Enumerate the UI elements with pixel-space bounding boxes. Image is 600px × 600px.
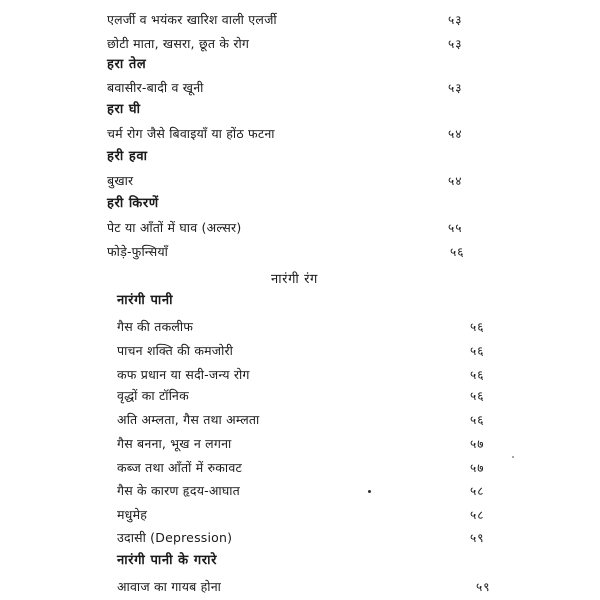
subheading (0, 194, 600, 214)
toc-entry (0, 434, 600, 454)
toc-entry (0, 528, 600, 548)
toc-entry (0, 317, 600, 337)
entry-title: चर्म रोग जैसे बिवाइयाँ या होंठ फटना (107, 126, 275, 141)
entry-title: गैस बनना, भूख न लगना (117, 436, 232, 451)
page-number: ५६ (470, 368, 485, 382)
toc-entry (0, 458, 600, 478)
entry-title: गैस के कारण हृदय-आघात (117, 483, 240, 498)
toc-entry (0, 410, 600, 430)
page-number: ५८ (470, 484, 485, 498)
page-number: ५६ (470, 320, 485, 334)
ink-speck (368, 490, 371, 493)
page-number: ५६ (470, 413, 485, 427)
subheading (0, 291, 600, 311)
entry-title: एलर्जी व भयंकर खारिश वाली एलर्जी (107, 12, 277, 27)
subheading-text: हरी हवा (107, 149, 148, 164)
subheading (0, 55, 600, 75)
entry-title: वृद्धों का टॉनिक (117, 388, 189, 403)
toc-entry (0, 365, 600, 385)
section-title-text: नारंगी रंग (271, 272, 318, 287)
page-number: ५६ (470, 389, 485, 403)
page-number: ५४ (448, 127, 463, 141)
entry-title: उदासी (Depression) (117, 530, 233, 545)
section-title (0, 270, 600, 290)
entry-title: मधुमेह (117, 507, 148, 522)
subheading-text: नारंगी पानी के गरारे (117, 553, 217, 568)
entry-title: बवासीर-बादी व खूनी (107, 80, 204, 95)
entry-title: छोटी माता, खसरा, छूत के रोग (107, 36, 250, 51)
subheading-text: हरा तेल (107, 57, 147, 72)
toc-entry (0, 218, 600, 238)
entry-title: पाचन शक्ति की कमजोरी (117, 343, 234, 358)
subheading (0, 147, 600, 167)
subheading-text: हरा घी (107, 102, 141, 117)
page-number: ५९ (470, 531, 485, 545)
page-number: ५३ (448, 37, 463, 51)
ink-speck (512, 456, 514, 458)
subheading-text: नारंगी पानी (117, 293, 174, 308)
page-number: ५९ (476, 580, 491, 594)
toc-entry (0, 10, 600, 30)
page-number: ५६ (470, 344, 485, 358)
toc-entry (0, 341, 600, 361)
entry-title: फोड़े-फुन्सियाँ (107, 244, 169, 259)
page-number: ५३ (448, 81, 463, 95)
entry-title: कब्ज तथा आँतों में रुकावट (117, 460, 242, 475)
entry-title: बुखार (107, 173, 134, 188)
page-number: ५४ (448, 174, 463, 188)
entry-title: कफ प्रधान या सदी-जन्य रोग (117, 367, 250, 382)
page-number: ५७ (470, 461, 485, 475)
entry-title: पेट या आँतों में घाव (अल्सर) (107, 220, 242, 235)
toc-entry (0, 78, 600, 98)
toc-entry (0, 242, 600, 262)
page-number: ५५ (448, 221, 463, 235)
entry-title: आवाज का गायब होना (117, 579, 222, 594)
toc-entry (0, 481, 600, 501)
entry-title: अति अम्लता, गैस तथा अम्लता (117, 412, 260, 427)
toc-entry (0, 124, 600, 144)
subheading (0, 100, 600, 120)
toc-entry (0, 34, 600, 54)
subheading (0, 551, 600, 571)
entry-title: गैस की तकलीफ (117, 319, 194, 334)
page-number: ५६ (450, 245, 465, 259)
subheading-text: हरी किरणें (107, 196, 159, 211)
toc-entry (0, 577, 600, 597)
toc-entry (0, 386, 600, 406)
page-number: ५३ (448, 13, 463, 27)
page-number: ५८ (470, 508, 485, 522)
toc-entry (0, 171, 600, 191)
toc-entry (0, 505, 600, 525)
page-number: ५७ (470, 437, 485, 451)
